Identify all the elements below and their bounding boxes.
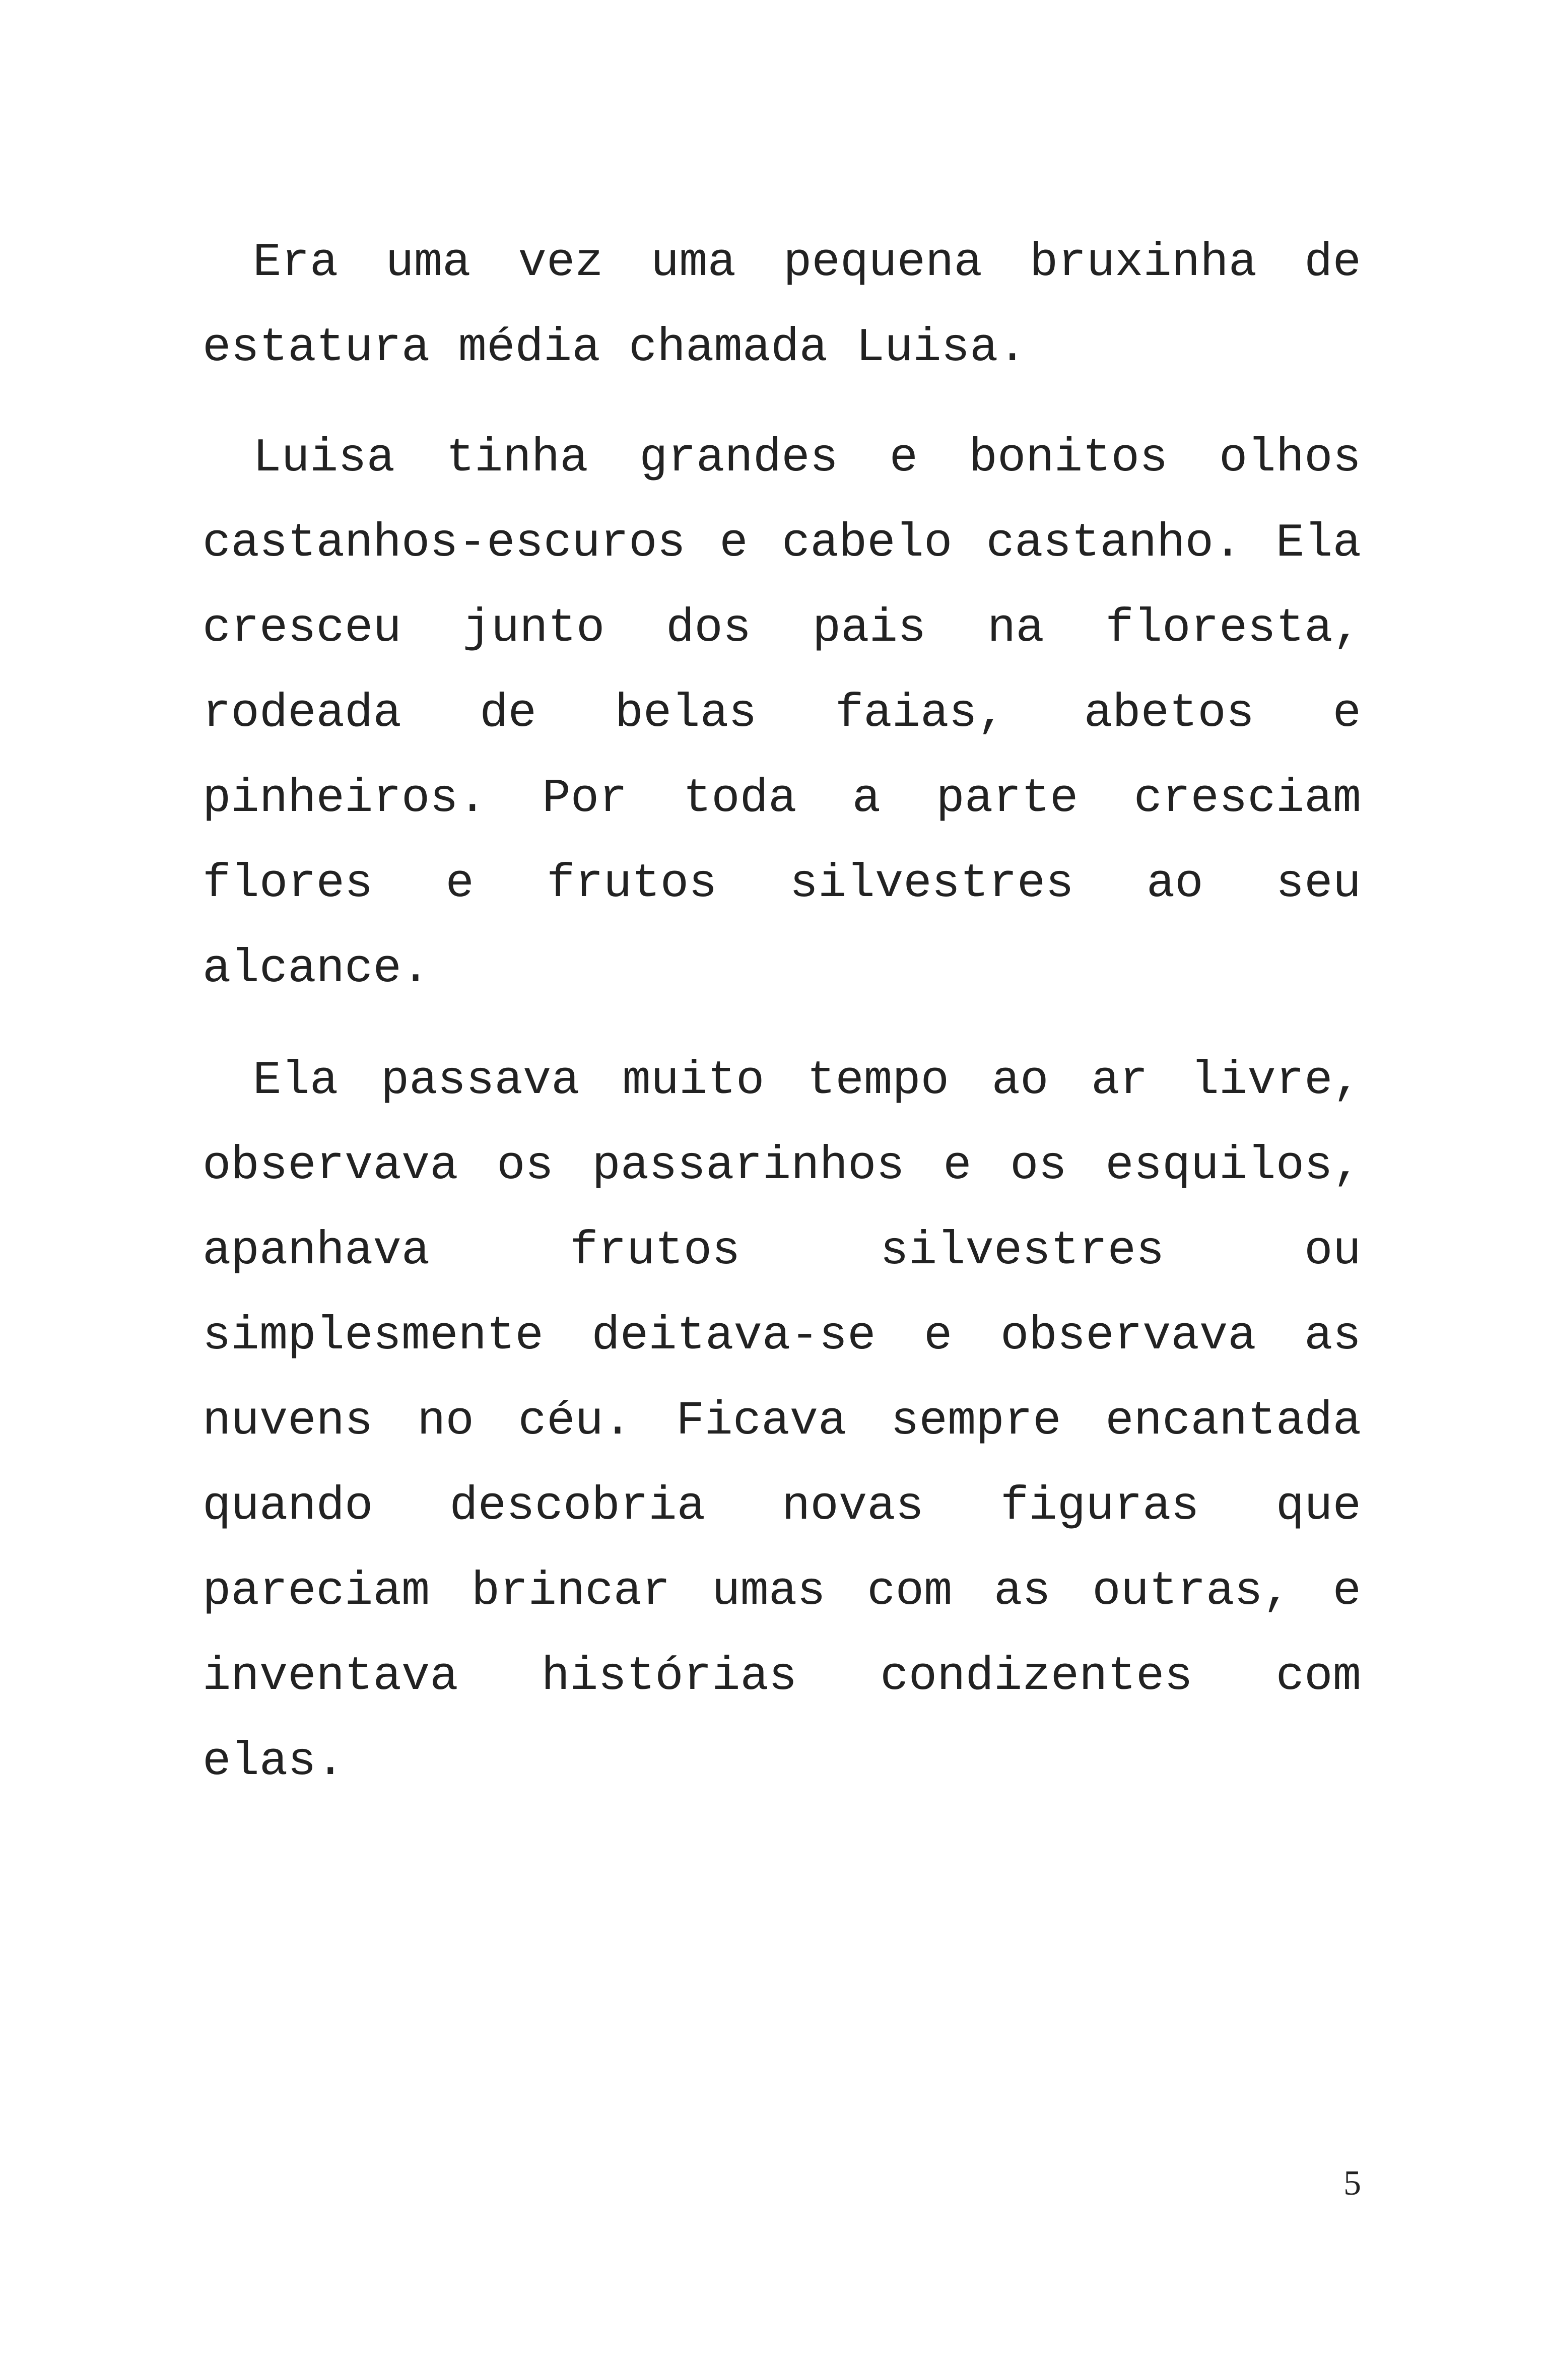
story-paragraph-1: Era uma vez uma pequena bruxinha de estatura média chamada Luisa. xyxy=(203,236,1361,375)
page-number: 5 xyxy=(1343,2164,1361,2203)
story-paragraph-2: Luisa tinha grandes e bonitos olhos castanhos-escuros e cabelo castanho. Ela cresceu junto dos pais na floresta, rodeada de belas faias, abetos e pinheiros. Por toda a parte cresciam flores e frutos silvestres ao seu alcance. xyxy=(203,432,1361,996)
story-paragraph-3: Ela passava muito tempo ao ar livre, observava os passarinhos e os esquilos, apanhava frutos silvestres ou simplesmente deitava-se e observava as nuvens no céu. Ficava sempre encantada quando descobria novas figuras que pareciam brincar umas com as outras, e inventava histórias condizentes com elas. xyxy=(203,1054,1361,1789)
